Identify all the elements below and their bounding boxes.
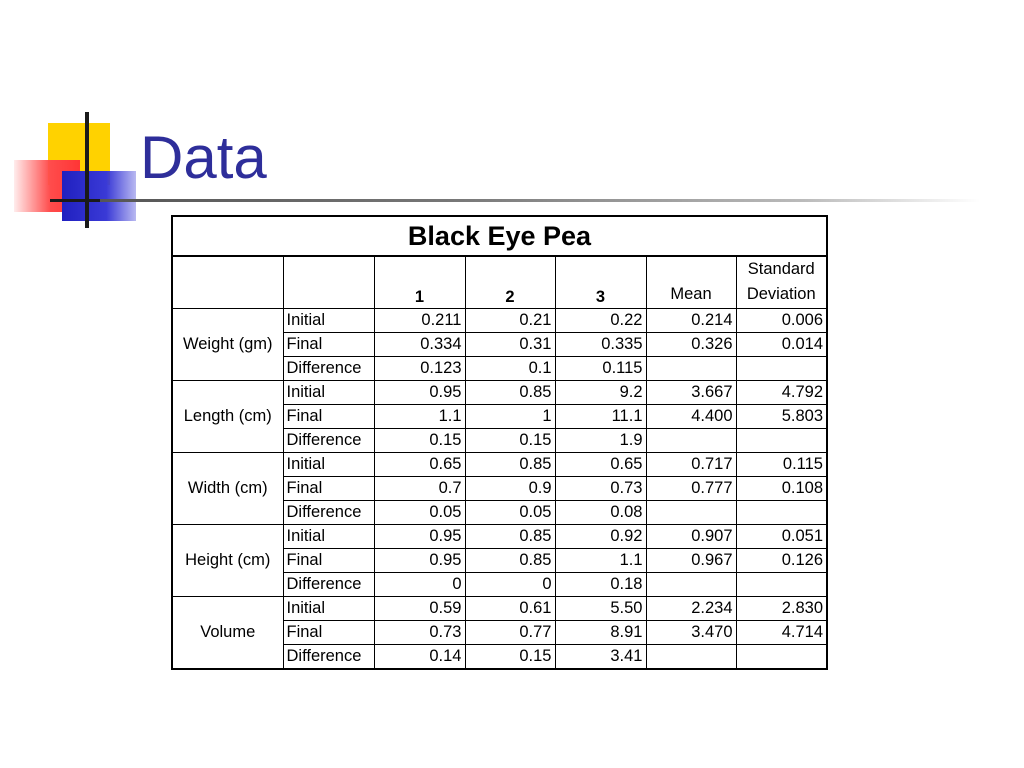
table-row	[172, 381, 827, 405]
mean-cell: 0.326	[646, 333, 736, 357]
std-dev-cell	[736, 429, 827, 453]
trial-2-cell: 0.05	[465, 501, 555, 525]
std-dev-cell: 5.803	[736, 405, 827, 429]
mean-cell	[646, 573, 736, 597]
row-label-cell: Initial	[283, 309, 374, 333]
trial-1-cell: 0.7	[374, 477, 465, 501]
slide-title: Data	[140, 124, 267, 191]
trial-2-cell: 0	[465, 573, 555, 597]
std-dev-cell	[736, 501, 827, 525]
trial-1-cell: 0.95	[374, 381, 465, 405]
trial-1-cell: 0.123	[374, 357, 465, 381]
header-std-line1: Standard	[747, 260, 815, 278]
group-label-cell: Volume	[172, 597, 283, 669]
std-dev-cell: 0.006	[736, 309, 827, 333]
group-label-cell: Length (cm)	[172, 381, 283, 453]
data-table	[171, 215, 828, 670]
trial-3-cell: 0.22	[555, 309, 646, 333]
table-row	[172, 453, 827, 477]
table-row	[172, 597, 827, 621]
row-label-cell: Initial	[283, 525, 374, 549]
mean-cell: 2.234	[646, 597, 736, 621]
row-label-cell: Initial	[283, 453, 374, 477]
row-label-cell: Difference	[283, 501, 374, 525]
header-cell-trial-2: 2	[465, 256, 555, 309]
group-label-cell: Height (cm)	[172, 525, 283, 597]
mean-cell: 0.214	[646, 309, 736, 333]
trial-2-cell: 0.1	[465, 357, 555, 381]
trial-2-cell: 0.85	[465, 381, 555, 405]
row-label-cell: Final	[283, 333, 374, 357]
mean-cell: 0.717	[646, 453, 736, 477]
trial-2-cell: 0.77	[465, 621, 555, 645]
mean-cell: 3.470	[646, 621, 736, 645]
mean-cell	[646, 645, 736, 669]
group-label-cell: Width (cm)	[172, 453, 283, 525]
trial-1-cell: 0.95	[374, 525, 465, 549]
trial-1-cell: 0.334	[374, 333, 465, 357]
trial-3-cell: 0.115	[555, 357, 646, 381]
trial-2-cell: 0.85	[465, 525, 555, 549]
header-cell-measure	[283, 256, 374, 309]
std-dev-cell: 4.792	[736, 381, 827, 405]
header-std-line2: Deviation	[746, 285, 816, 303]
mean-cell	[646, 357, 736, 381]
mean-cell	[646, 501, 736, 525]
trial-1-cell: 0.14	[374, 645, 465, 669]
trial-2-cell: 0.31	[465, 333, 555, 357]
trial-3-cell: 8.91	[555, 621, 646, 645]
slide-logo-decoration	[0, 0, 160, 240]
trial-2-cell: 0.85	[465, 453, 555, 477]
trial-3-cell: 3.41	[555, 645, 646, 669]
row-label-cell: Final	[283, 477, 374, 501]
trial-1-cell: 1.1	[374, 405, 465, 429]
header-cell-trial-3: 3	[555, 256, 646, 309]
table-row	[172, 309, 827, 333]
std-dev-cell: 0.051	[736, 525, 827, 549]
table-caption: Black Eye Pea	[172, 216, 827, 256]
std-dev-cell: 0.115	[736, 453, 827, 477]
trial-2-cell: 0.9	[465, 477, 555, 501]
std-dev-cell: 0.014	[736, 333, 827, 357]
trial-1-cell: 0.73	[374, 621, 465, 645]
std-dev-cell	[736, 645, 827, 669]
trial-1-cell: 0	[374, 573, 465, 597]
row-label-cell: Final	[283, 549, 374, 573]
trial-1-cell: 0.65	[374, 453, 465, 477]
mean-cell: 0.967	[646, 549, 736, 573]
title-rule	[100, 199, 980, 202]
trial-1-cell: 0.15	[374, 429, 465, 453]
table-header-row	[172, 256, 827, 309]
std-dev-cell: 0.108	[736, 477, 827, 501]
trial-2-cell: 0.15	[465, 645, 555, 669]
row-label-cell: Final	[283, 405, 374, 429]
header-cell-mean: Mean	[646, 256, 736, 309]
trial-1-cell: 0.59	[374, 597, 465, 621]
header-cell-group	[172, 256, 283, 309]
trial-3-cell: 1.1	[555, 549, 646, 573]
row-label-cell: Difference	[283, 645, 374, 669]
vertical-line-decoration	[85, 112, 89, 228]
trial-3-cell: 0.65	[555, 453, 646, 477]
std-dev-cell	[736, 357, 827, 381]
trial-3-cell: 0.18	[555, 573, 646, 597]
row-label-cell: Final	[283, 621, 374, 645]
trial-3-cell: 1.9	[555, 429, 646, 453]
trial-2-cell: 0.15	[465, 429, 555, 453]
blue-square-decoration	[62, 171, 136, 221]
mean-cell: 3.667	[646, 381, 736, 405]
table-caption-row	[172, 216, 827, 256]
mean-cell: 4.400	[646, 405, 736, 429]
trial-3-cell: 11.1	[555, 405, 646, 429]
row-label-cell: Difference	[283, 429, 374, 453]
std-dev-cell	[736, 573, 827, 597]
trial-3-cell: 0.92	[555, 525, 646, 549]
trial-2-cell: 0.21	[465, 309, 555, 333]
header-cell-trial-1: 1	[374, 256, 465, 309]
row-label-cell: Difference	[283, 357, 374, 381]
trial-2-cell: 0.61	[465, 597, 555, 621]
header-cell-std-dev	[736, 256, 827, 309]
trial-2-cell: 1	[465, 405, 555, 429]
trial-1-cell: 0.95	[374, 549, 465, 573]
row-label-cell: Initial	[283, 597, 374, 621]
row-label-cell: Difference	[283, 573, 374, 597]
row-label-cell: Initial	[283, 381, 374, 405]
group-label-cell: Weight (gm)	[172, 309, 283, 381]
std-dev-cell: 2.830	[736, 597, 827, 621]
trial-3-cell: 0.73	[555, 477, 646, 501]
mean-cell	[646, 429, 736, 453]
std-dev-cell: 0.126	[736, 549, 827, 573]
trial-1-cell: 0.05	[374, 501, 465, 525]
mean-cell: 0.907	[646, 525, 736, 549]
table-row	[172, 525, 827, 549]
trial-3-cell: 0.08	[555, 501, 646, 525]
trial-3-cell: 5.50	[555, 597, 646, 621]
trial-3-cell: 9.2	[555, 381, 646, 405]
mean-cell: 0.777	[646, 477, 736, 501]
trial-1-cell: 0.211	[374, 309, 465, 333]
std-dev-cell: 4.714	[736, 621, 827, 645]
trial-2-cell: 0.85	[465, 549, 555, 573]
trial-3-cell: 0.335	[555, 333, 646, 357]
